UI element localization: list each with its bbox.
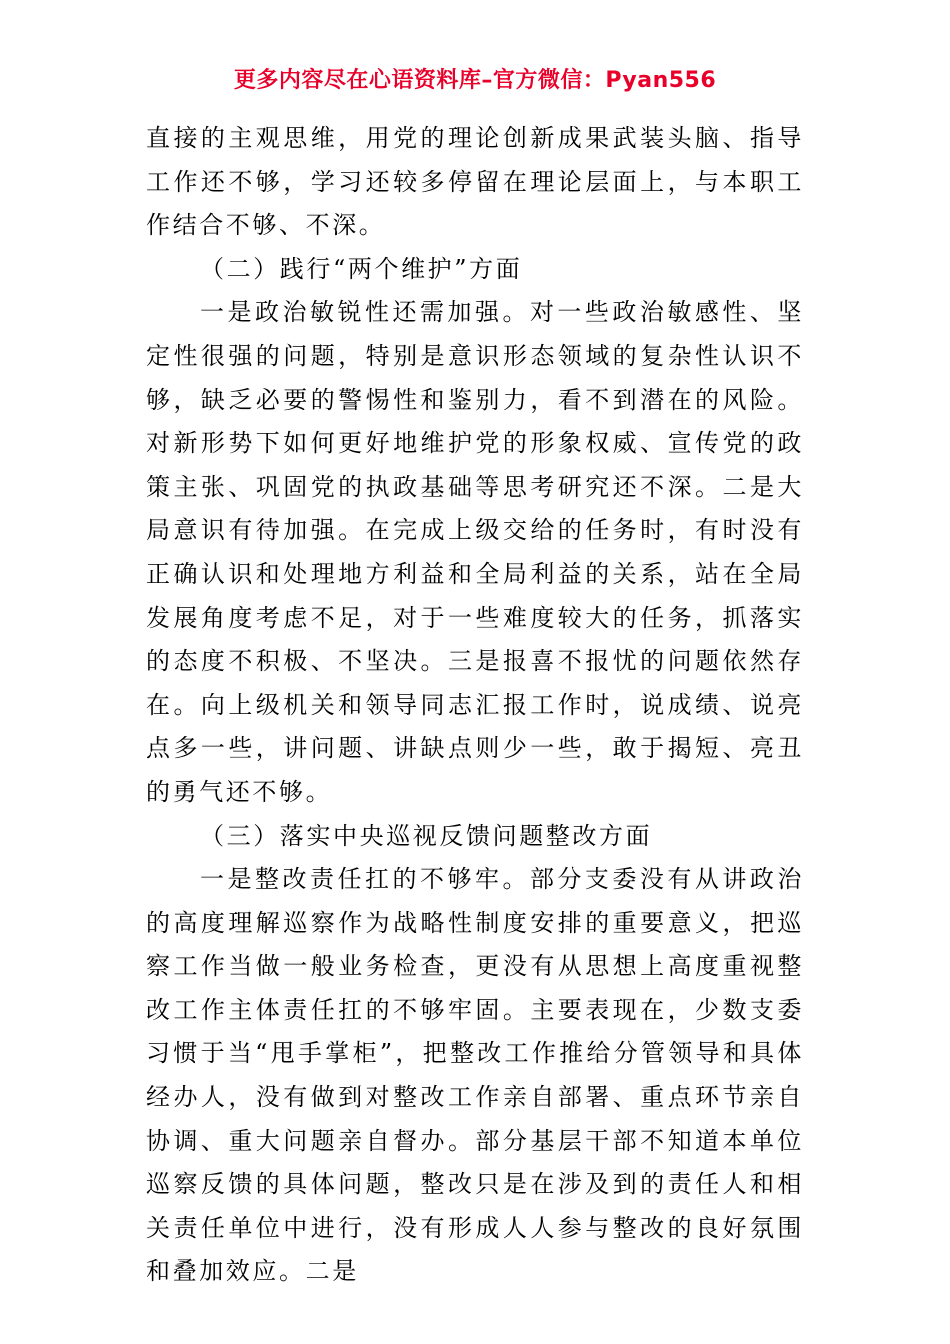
paragraph-two-maintenance: 一是政治敏锐性还需加强。对一些政治敏感性、坚定性很强的问题，特别是意识形态领域的复杂性认识不够，缺乏必要的警惕性和鉴别力，看不到潜在的风险。对新形势下如何更好地维护党的形象权威、宣传党的政策主张、巩固党的执政基础等思考研究还不深。二是大局意识有待加强。在完成上级交给的任务时，有时没有正确认识和处理地方利益和全局利益的关系，站在全局发展角度考虑不足，对于一些难度较大的任务，抓落实的态度不积极、不坚决。三是报喜不报忧的问题依然存在。向上级机关和领导同志汇报工作时，说成绩、说亮点多一些，讲问题、讲缺点则少一些，敢于揭短、亮丑的勇气还不够。 bbox=[146, 298, 804, 806]
document-body bbox=[146, 117, 804, 1294]
section-heading-three: （三）落实中央巡视反馈问题整改方面 bbox=[200, 821, 653, 850]
paragraph-continuation: 直接的主观思维，用党的理论创新成果武装头脑、指导工作还不够，学习还较多停留在理论层面上，与本职工作结合不够、不深。 bbox=[146, 124, 804, 240]
watermark-header: 更多内容尽在心语资料库–官方微信：Pyan556 bbox=[233, 68, 717, 93]
section-heading-two: （二）践行“两个维护”方面 bbox=[200, 254, 523, 283]
paragraph-rectification: 一是整改责任扛的不够牢。部分支委没有从讲政治的高度理解巡察作为战略性制度安排的重要意义，把巡察工作当做一般业务检查，更没有从思想上高度重视整改工作主体责任扛的不够牢固。主要表现在，少数支委习惯于当“甩手掌柜”，把整改工作推给分管领导和具体经办人，没有做到对整改工作亲自部署、重点环节亲自协调、重大问题亲自督办。部分基层干部不知道本单位巡察反馈的具体问题，整改只是在涉及到的责任人和相关责任单位中进行，没有形成人人参与整改的良好氛围和叠加效应。二是 bbox=[146, 865, 804, 1286]
